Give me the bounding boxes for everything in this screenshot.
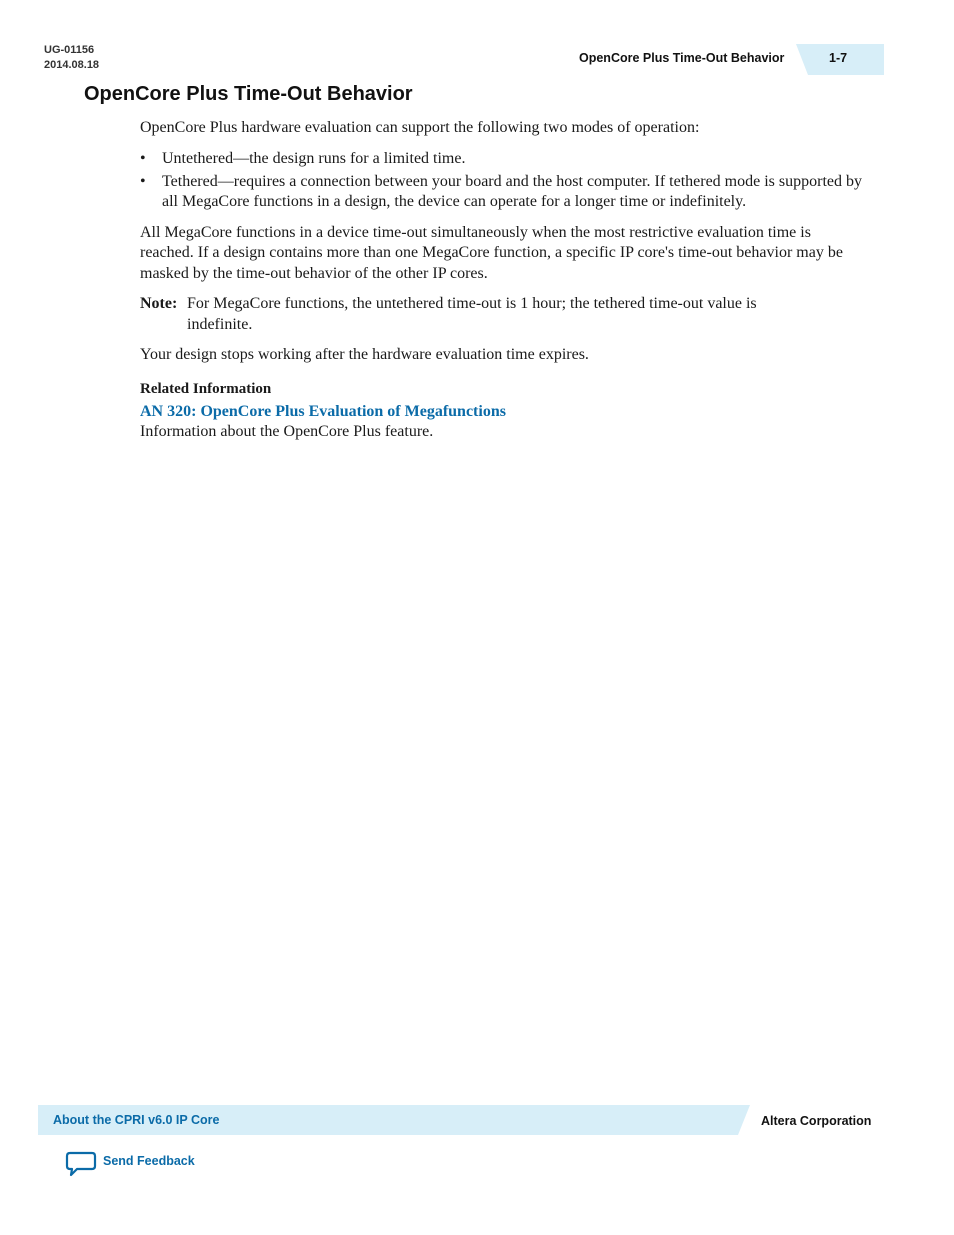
bullet-icon: • [140,172,146,190]
related-link-description: Information about the OpenCore Plus feature. [140,423,434,440]
footer-doc-title-link[interactable]: About the CPRI v6.0 IP Core [53,1113,220,1127]
list-item [140,149,864,170]
intro-paragraph: OpenCore Plus hardware evaluation can support the following two modes of operation: [140,119,700,136]
related-link[interactable]: AN 320: OpenCore Plus Evaluation of Megafunctions [140,403,506,420]
note-block [140,294,864,335]
related-information-heading: Related Information [140,380,272,397]
section-title: OpenCore Plus Time-Out Behavior [84,83,413,105]
list-item [140,172,864,213]
footer-company: Altera Corporation [761,1114,872,1128]
modes-list [140,149,864,213]
page-number: 1-7 [829,51,848,65]
speech-bubble-icon[interactable] [65,1151,97,1177]
bullet-icon: • [140,149,146,167]
note-text: For MegaCore functions, the untethered time-out is 1 hour; the tethered time-out value is indefinite. [187,295,757,333]
list-item-text: Untethered—the design runs for a limited time. [162,149,466,167]
header-section-title: OpenCore Plus Time-Out Behavior [579,51,785,65]
document-number: UG-01156 [44,44,95,56]
document-id-block [44,43,99,73]
document-date: 2014.08.18 [44,59,100,71]
timeout-paragraph: All MegaCore functions in a device time-out simultaneously when the most restrictive evaluation time is reached. If a design contains more than one MegaCore function, a specific IP core's time-out behavior may be masked by the time-out behavior of the other IP cores. [140,223,843,282]
send-feedback-link[interactable]: Send Feedback [103,1154,195,1168]
list-item-text: Tethered—requires a connection between your board and the host computer. If tethered mode is supported by all MegaCore functions in a design, the device can operate for a longer time or indefinitely. [162,172,862,210]
note-label: Note: [140,295,178,312]
main-content [140,118,864,442]
closing-paragraph: Your design stops working after the hardware evaluation time expires. [140,346,589,363]
